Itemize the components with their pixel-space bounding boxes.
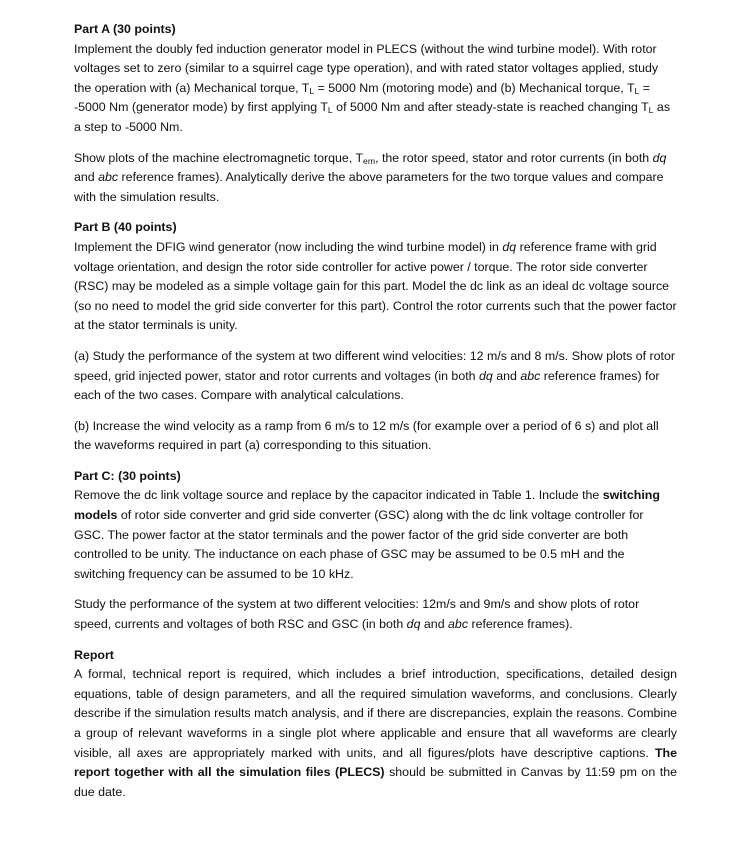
subscript: L (327, 105, 333, 116)
text: of rotor side converter and grid side converter (GSC) along with the dc link voltage controller for GSC. The power factor at the stator terminals and the power factor of the grid side converter are both controlled to be unity. The inductance on each phase of GSC may be assumed to be 0.5 mH and the switching frequency can be assumed to be 10 kHz. (74, 508, 644, 581)
text: and (492, 368, 521, 383)
text: of 5000 Nm and after steady-state is reached changing T (332, 100, 649, 115)
text: Implement the DFIG wind generator (now including the wind turbine model) in (74, 239, 503, 254)
subscript: em (363, 155, 376, 166)
italic-text: abc (98, 170, 119, 185)
part-c-section (74, 467, 677, 635)
italic-text: dq (502, 239, 517, 254)
part-b-instructions (74, 238, 677, 336)
text: = -5000 Nm (generator mode) by first applying T (74, 80, 651, 115)
report-section (74, 646, 677, 803)
bold-text: The report together with all the simulation files (PLECS) (74, 745, 677, 780)
text: reference frames). (468, 617, 573, 632)
part-a-instructions (74, 40, 677, 138)
part-c-heading: Part C: (30 points) (74, 468, 181, 483)
text: , the rotor speed, stator and rotor currents (in both (375, 150, 653, 165)
part-a-plots (74, 149, 677, 208)
report-instructions (74, 665, 677, 802)
part-a-heading: Part A (30 points) (74, 22, 176, 36)
text: A formal, technical report is required, which includes a brief introduction, specifications, detailed design equations, table of design parameters, and all the required simulation waveforms, and conclusions. Clearly describe if the simulation results match analysis, and if there are discrepancies, explain the reasons. Combine a group of relevant waveforms in a single plot where applicable and ensure that all waveforms are clearly visible, all axes are appropriately marked with units, and all figures/plots have descriptive captions. (74, 667, 677, 760)
italic-text: dq (406, 617, 421, 632)
text: Implement the doubly fed induction generator model in PLECS (without the wind turbine model). With rotor voltages set to zero (similar to a squirrel cage type operation), and with rated stator voltages applied, study the operation with (a) Mechanical torque, T (74, 41, 659, 95)
text: and (74, 170, 99, 185)
part-b-heading: Part B (40 points) (74, 220, 177, 235)
part-b-item-a (74, 347, 677, 406)
part-b-item-b: (b) Increase the wind velocity as a ramp from 6 m/s to 12 m/s (for example over a period of 6 s) and plot all the waveforms required in part (a) corresponding to this situation. (74, 418, 659, 453)
text: reference frames) for each of the two cases. Compare with analytical calculations. (74, 368, 660, 403)
italic-text: dq (479, 368, 493, 383)
subscript: L (634, 85, 640, 96)
text: as a step to -5000 Nm. (74, 100, 671, 134)
text: Show plots of the machine electromagnetic torque, T (74, 150, 364, 165)
text: Remove the dc link voltage source and replace by the capacitor indicated in Table 1. Include the (74, 488, 603, 503)
italic-text: abc (520, 368, 541, 383)
text: reference frames). Analytically derive the above parameters for the two torque values and compare with the simulation results. (74, 170, 664, 204)
text: and (420, 617, 449, 632)
bold-text: switching models (74, 488, 660, 523)
part-c-performance (74, 595, 677, 634)
italic-text: dq (652, 150, 667, 165)
italic-text: abc (448, 617, 469, 632)
text: should be submitted in Canvas by 11:59 pm on the due date. (74, 765, 677, 799)
report-heading: Report (74, 647, 114, 662)
text: (a) Study the performance of the system at two different wind velocities: 12 m/s and 8 m/s. Show plots of rotor speed, grid injected power, stator and rotor currents and voltages (in both (74, 348, 675, 383)
text: reference frame with grid voltage orientation, and design the rotor side controller for active power / torque. The rotor side converter (RSC) may be modeled as a simple voltage gain for this part. Model the dc link as an ideal dc voltage source (so no need to model the grid side converter for this part). Control the rotor currents such that the power factor at the stator terminals is unity. (74, 239, 677, 333)
text: Study the performance of the system at two different velocities: 12m/s and 9m/s and show plots of rotor speed, currents and voltages of both RSC and GSC (in both (74, 597, 640, 632)
part-a-section (74, 20, 677, 207)
part-c-instructions (74, 486, 677, 584)
text: = 5000 Nm (motoring mode) and (b) Mechanical torque, T (314, 80, 635, 95)
subscript: L (648, 105, 654, 116)
part-b-section (74, 218, 677, 456)
subscript: L (309, 85, 315, 96)
